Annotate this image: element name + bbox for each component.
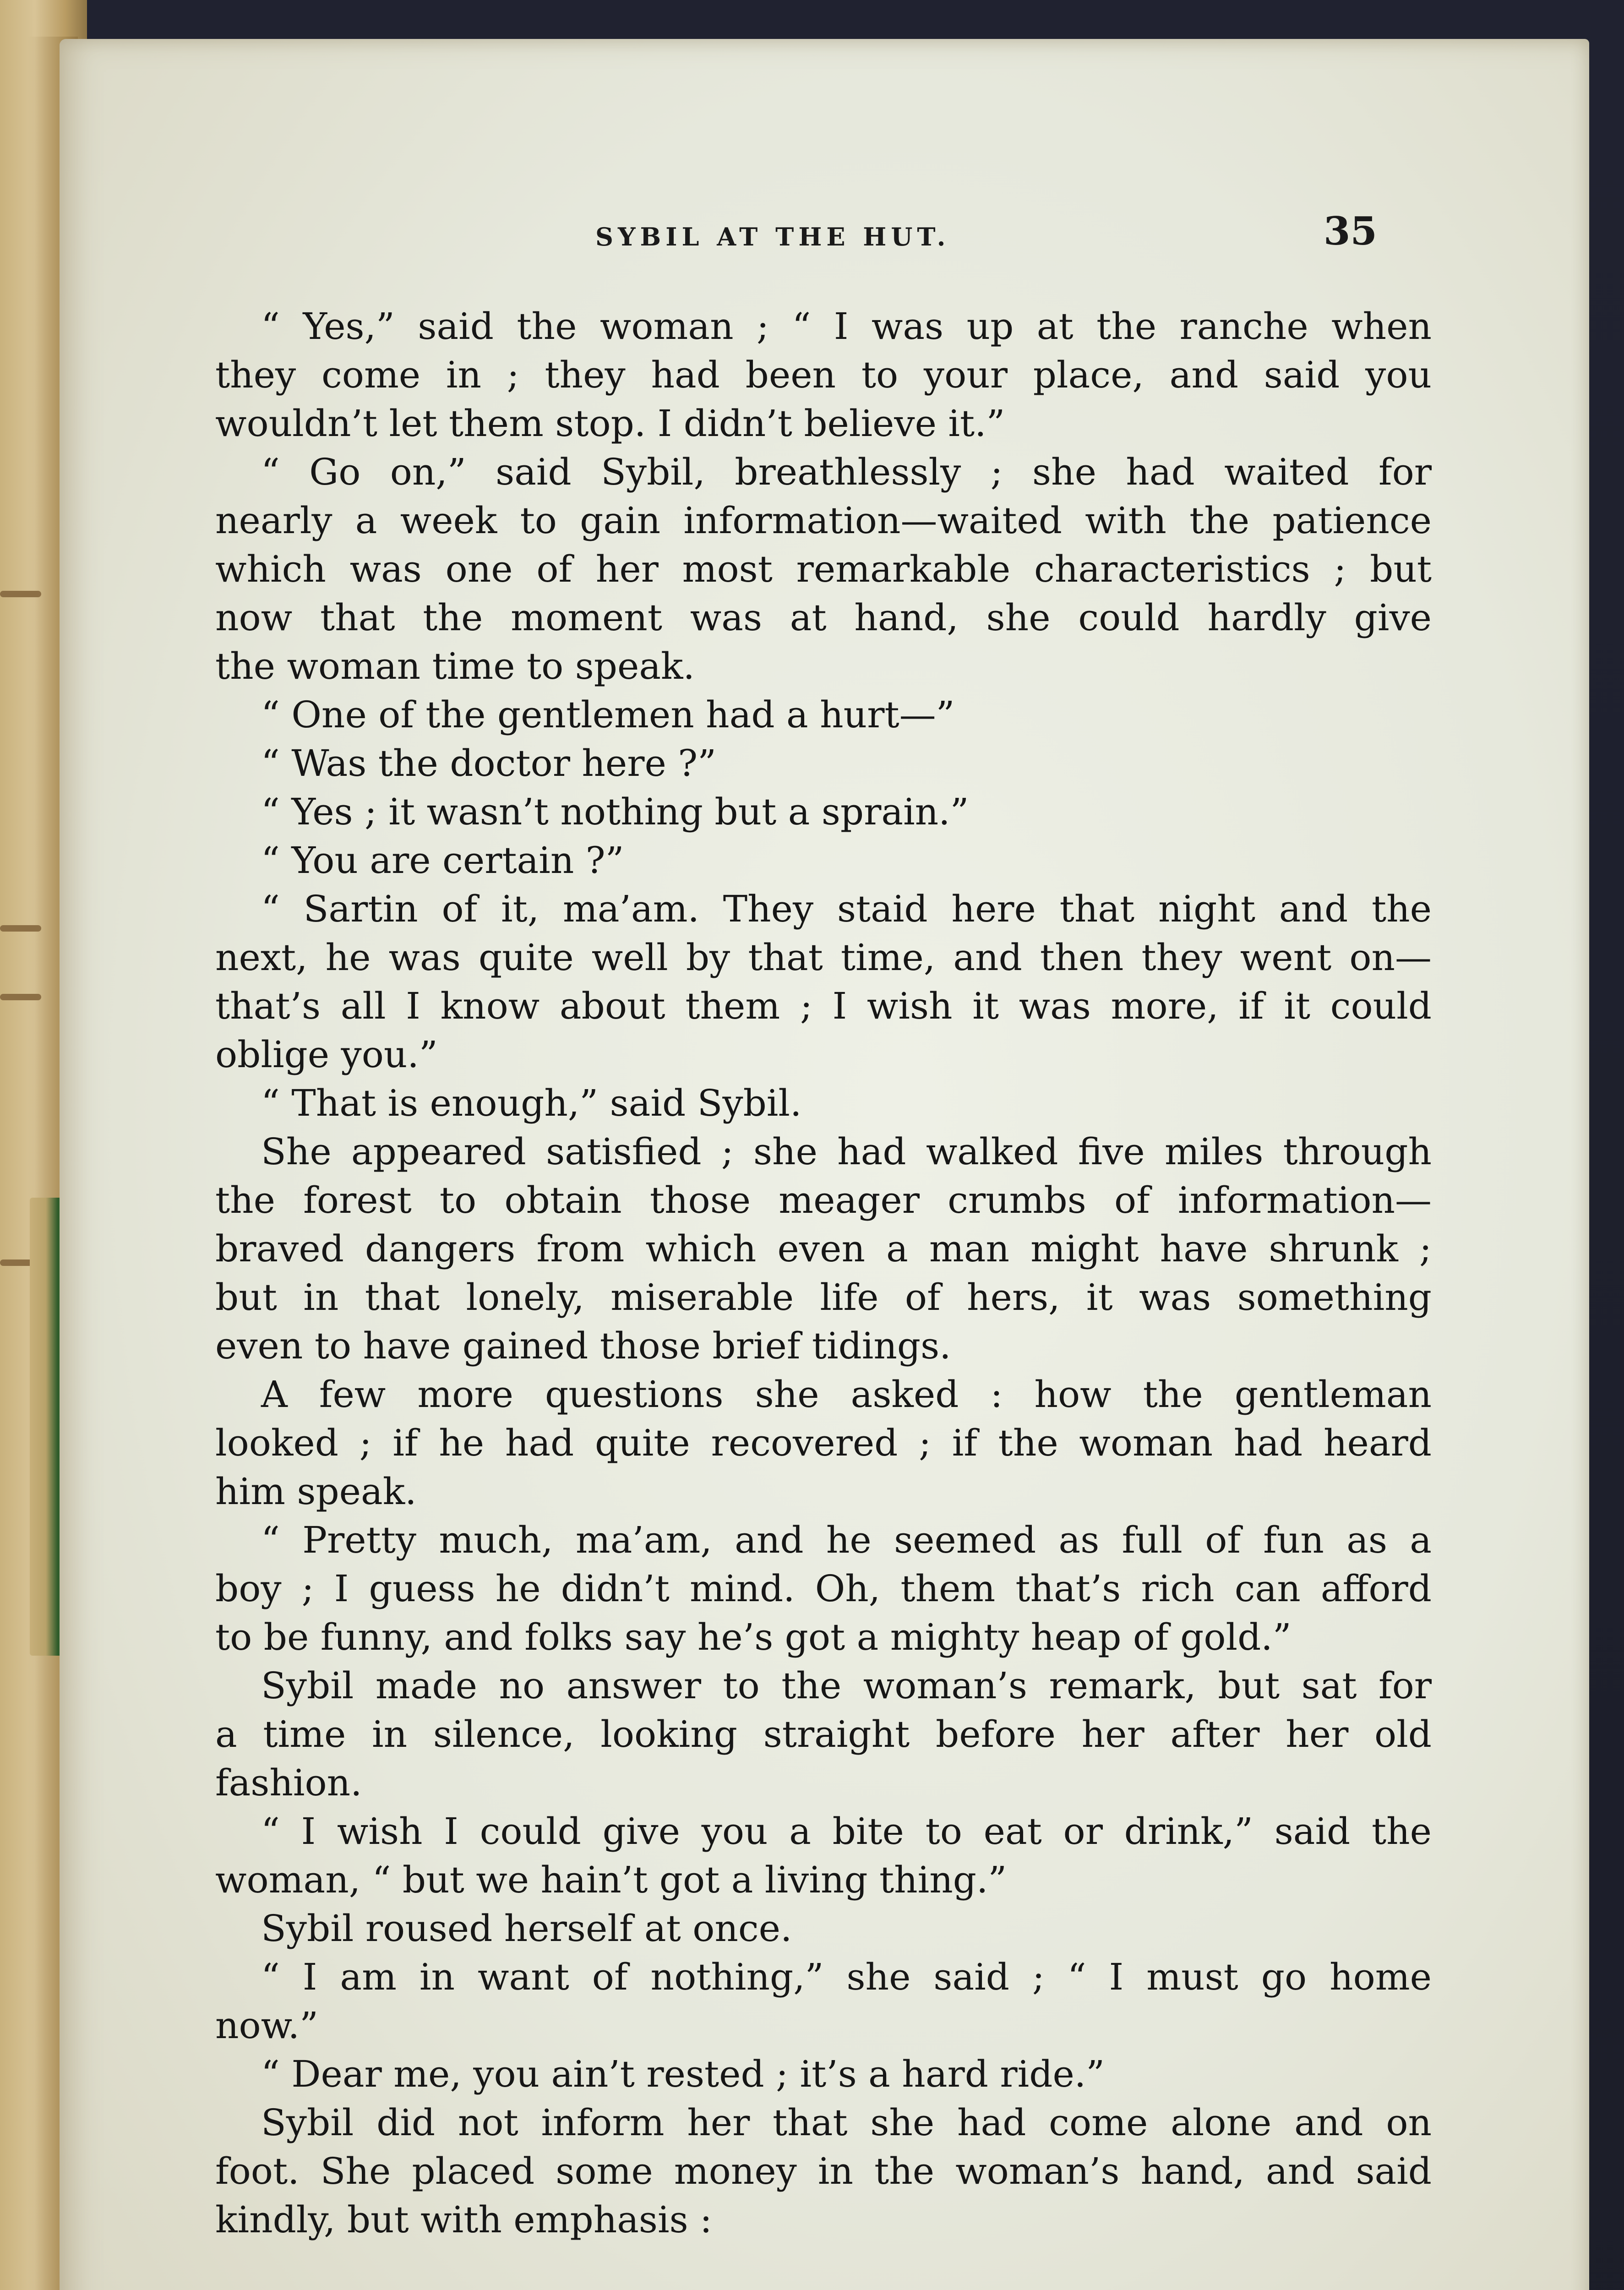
- text-line: woman, “ but we hain’t got a living thing.”: [215, 1859, 1007, 1901]
- text-line: “ Was the doctor here ?”: [261, 742, 717, 785]
- page-header: [60, 176, 1589, 254]
- text-line: next, he was quite well by that time, and then they went on—: [215, 936, 1432, 979]
- text-line: boy ; I guess he didn’t mind. Oh, them that’s rich can afford: [215, 1567, 1432, 1610]
- text-line: braved dangers from which even a man might have shrunk ;: [215, 1227, 1432, 1270]
- text-line: him speak.: [215, 1470, 417, 1513]
- text-line: now that the moment was at hand, she could hardly give: [215, 596, 1432, 639]
- text-line: kindly, but with emphasis :: [215, 2198, 712, 2241]
- text-line: “ Pretty much, ma’am, and he seemed as full of fun as a: [261, 1519, 1432, 1561]
- text-line: they come in ; they had been to your place, and said you: [215, 354, 1432, 396]
- text-line: to be funny, and folks say he’s got a mighty heap of gold.”: [215, 1616, 1292, 1658]
- text-line: looked ; if he had quite recovered ; if the woman had heard: [215, 1422, 1432, 1464]
- text-line: “ Dear me, you ain’t rested ; it’s a hard ride.”: [261, 2053, 1105, 2095]
- text-line: “ I am in want of nothing,” she said ; “ I must go home: [261, 1956, 1432, 1998]
- text-line: “ That is enough,” said Sybil.: [261, 1082, 802, 1124]
- text-line: “ Yes ; it wasn’t nothing but a sprain.”: [261, 791, 969, 833]
- text-line: Sybil roused herself at once.: [261, 1907, 792, 1950]
- text-line: oblige you.”: [215, 1033, 438, 1076]
- text-line: now.”: [215, 2004, 318, 2047]
- body-text: [215, 302, 1432, 2244]
- text-line: Sybil did not inform her that she had come alone and on: [261, 2101, 1432, 2144]
- text-line: even to have gained those brief tidings.: [215, 1325, 951, 1367]
- book-page: [60, 39, 1589, 2290]
- binding-thread: [0, 591, 41, 597]
- binding-thread: [0, 994, 41, 1000]
- text-line: the forest to obtain those meager crumbs of information—: [215, 1179, 1432, 1221]
- text-line: the woman time to speak.: [215, 645, 695, 687]
- text-line: “ I wish I could give you a bite to eat or drink,” said the: [261, 1810, 1432, 1853]
- text-line: “ You are certain ?”: [261, 839, 624, 882]
- text-line: a time in silence, looking straight before her after her old: [215, 1713, 1432, 1756]
- text-line: that’s all I know about them ; I wish it was more, if it could: [215, 985, 1432, 1027]
- text-line: “ Yes,” said the woman ; “ I was up at the ranche when: [261, 305, 1432, 348]
- text-line: wouldn’t let them stop. I didn’t believe it.”: [215, 402, 1005, 445]
- text-line: “ One of the gentlemen had a hurt—”: [261, 693, 955, 736]
- binding-thread: [0, 925, 41, 932]
- text-line: nearly a week to gain information—waited with the patience: [215, 499, 1432, 542]
- running-head: SYBIL AT THE HUT.: [595, 222, 950, 251]
- text-line: foot. She placed some money in the woman’s hand, and said: [215, 2150, 1432, 2192]
- text-line: She appeared satisfied ; she had walked five miles through: [261, 1130, 1432, 1173]
- text-line: which was one of her most remarkable characteristics ; but: [215, 548, 1432, 590]
- text-line: but in that lonely, miserable life of hers, it was something: [215, 1276, 1432, 1319]
- text-line: fashion.: [215, 1761, 362, 1804]
- page-number: 35: [1324, 208, 1377, 254]
- text-line: A few more questions she asked : how the gentleman: [261, 1373, 1432, 1416]
- text-line: “ Sartin of it, ma’am. They staid here that night and the: [261, 888, 1432, 930]
- text-line: “ Go on,” said Sybil, breathlessly ; she had waited for: [261, 451, 1432, 493]
- text-line: Sybil made no answer to the woman’s remark, but sat for: [261, 1664, 1432, 1707]
